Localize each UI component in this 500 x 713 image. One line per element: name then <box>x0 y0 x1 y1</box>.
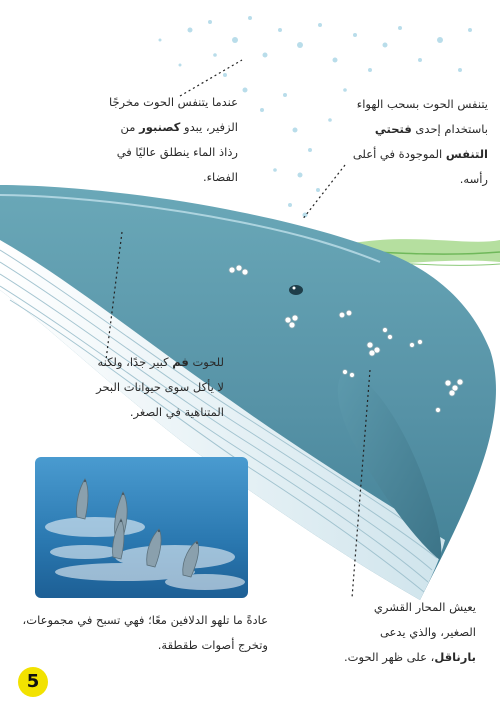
barnacle-line1: يعيش المحار القشري <box>373 600 476 614</box>
blowhole-caption <box>340 92 488 192</box>
blowhole-line2-bold: فتحتي <box>374 122 412 136</box>
spray-line2-pre: الزفير، يبدو <box>180 120 238 134</box>
barnacle-line3-bold: بارناقل <box>434 650 476 664</box>
blowhole-line1: يتنفس الحوت بسحب الهواء <box>356 97 488 111</box>
mouth-line3: المتناهية في الصغر. <box>129 405 224 419</box>
dolphin-caption <box>22 608 268 658</box>
blowhole-line3-post: الموجودة في أعلى <box>352 147 446 161</box>
blowhole-line2-pre: باستخدام إحدى <box>411 122 488 136</box>
mouth-caption <box>50 350 224 425</box>
barnacle-line3-post: ، على ظهر الحوت. <box>344 650 435 664</box>
mouth-line1-pre: للحوت <box>188 355 224 369</box>
spray-line3: رذاذ الماء ينطلق عاليًا في <box>116 145 238 159</box>
dolphin-line2: وتخرج أصوات طقطقة. <box>157 638 268 652</box>
mouth-line1-bold: فم <box>172 355 189 369</box>
dolphins-photo <box>35 457 248 598</box>
spray-line4: الفضاء. <box>202 170 238 184</box>
blowhole-line4: رأسه. <box>459 172 488 186</box>
barnacle-line2: الصغير، والذي يدعى <box>379 625 476 639</box>
whale-eye <box>289 285 303 295</box>
spray-line1: عندما يتنفس الحوت مخرجًا <box>108 95 238 109</box>
mouth-line2: لا يأكل سوى حيوانات البحر <box>96 380 224 394</box>
dolphin-line1: عادةً ما تلهو الدلافين معًا؛ فهي تسبح في مجموعات، <box>22 613 268 627</box>
spray-line2-bold: كصنبور <box>139 120 181 134</box>
spray-line2-post: من <box>120 120 140 134</box>
barnacle-caption <box>300 595 476 670</box>
blowhole-line3-bold: التنفس <box>445 147 488 161</box>
mouth-line1-post: كبير جدًا، ولكنه <box>97 355 173 369</box>
page-number: 5 <box>18 667 48 697</box>
spray-caption <box>60 90 238 190</box>
